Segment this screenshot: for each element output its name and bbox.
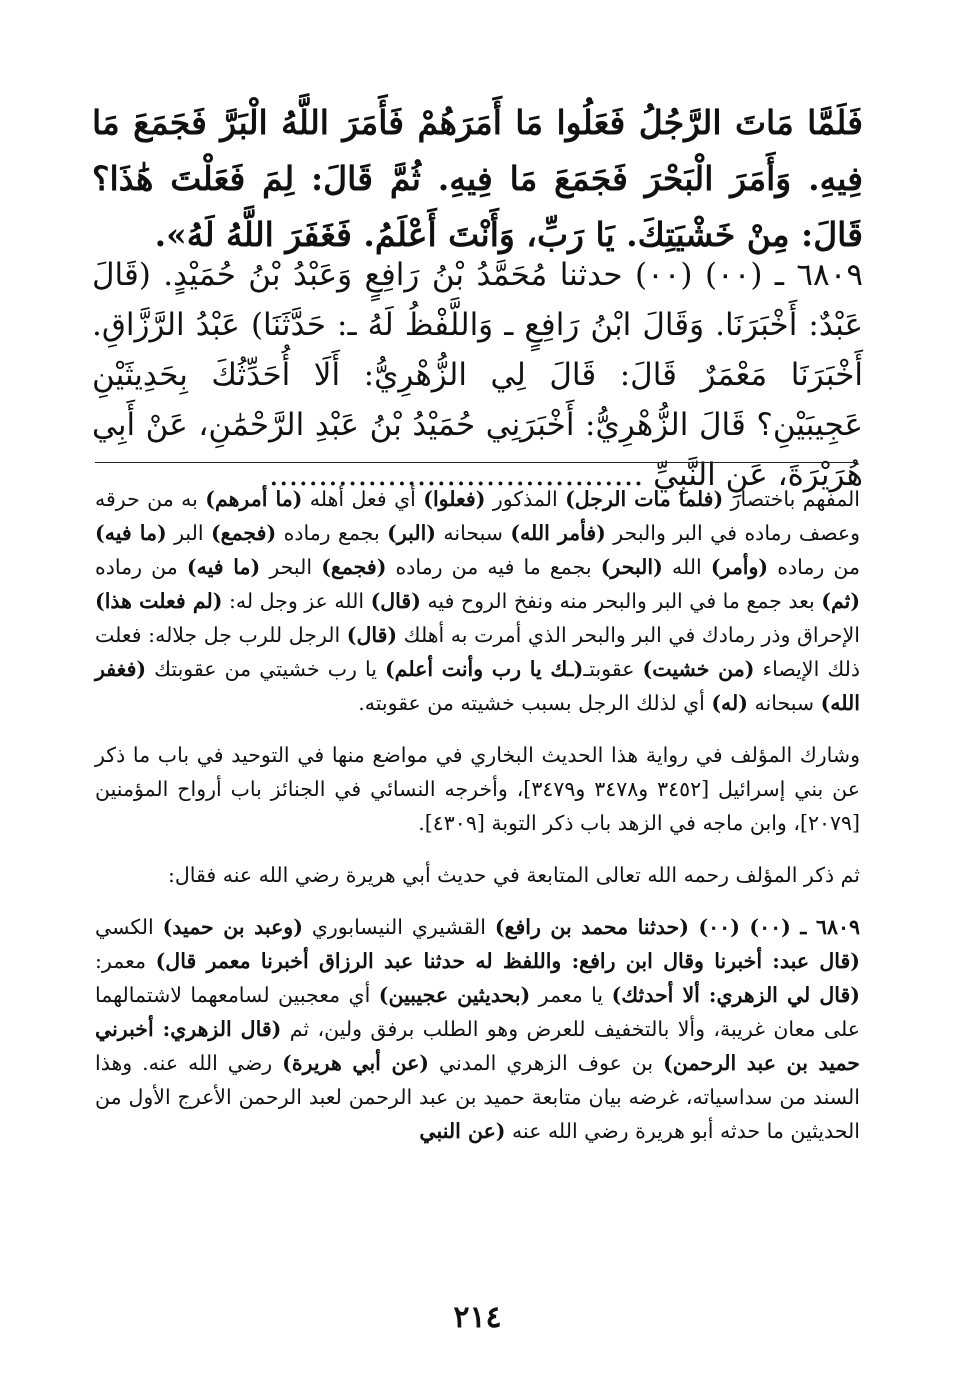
commentary-run: الله عز وجل له: (222, 589, 371, 613)
commentary-run: سبحانه (435, 521, 511, 545)
commentary-run: يا رب خشيتي من عقوبتك (146, 657, 385, 681)
commentary-run: بعد جمع ما في البر والبحر منه ونفخ الروح فيه (420, 589, 822, 613)
bold-matn-run: (فجمع) (321, 555, 387, 579)
commentary-paragraph-transition: ثم ذكر المؤلف رحمه الله تعالى المتابعة في حديث أبي هريرة رضي الله عنه فقال: (167, 863, 860, 887)
footnote-divider (95, 462, 857, 463)
commentary-run: المذكور (485, 487, 566, 511)
bold-matn-run: (ثم) (821, 589, 861, 613)
bold-matn-run: (قال لي الزهري: ألا أحدثك) (611, 983, 860, 1007)
commentary-paragraph-explanation (95, 482, 860, 720)
bold-matn-run: (فجمع) (210, 521, 277, 545)
bold-matn-run: (قال الزهري: أخبرني حميد بن عبد الرحمن) (95, 1017, 860, 1075)
commentary-block (95, 482, 860, 1148)
commentary-run: عقوبتـ (583, 657, 643, 681)
hadith-ending-text: فَلَمَّا مَاتَ الرَّجُلُ فَعَلُوا مَا أَمَرَهُمْ فَأَمَرَ اللَّهُ الْبَرَّ فَجَمَعَ مَا فِيهِ. وَأَمَرَ الْبَحْرَ فَجَمَعَ مَا فِيهِ. ثُمَّ قَالَ: لِمَ فَعَلْتَ هَٰذَا؟ قَالَ: مِنْ خَشْيَتِكَ. يَا رَبِّ، وَأَنْتَ أَعْلَمُ. فَغَفَرَ اللَّهُ لَهُ». (92, 103, 863, 254)
commentary-run: من رماده (95, 555, 187, 579)
commentary-run: الرجل للرب جل جلاله: فعلت ذلك الإيصاء (95, 623, 860, 681)
bold-matn-run: (فأمر الله) (510, 521, 606, 545)
commentary-run: معمر: (95, 949, 156, 973)
bold-matn-run: (فعلوا) (423, 487, 486, 511)
bold-matn-run: (البحر) (600, 555, 663, 579)
commentary-run: بجمع رماده (276, 521, 388, 545)
bold-matn-run: (ـك يا رب وأنت أعلم) (384, 657, 584, 681)
commentary-run: القشيري النيسابوري (302, 915, 495, 939)
continuation-dots: ...................................... (268, 457, 644, 493)
commentary-run: سبحانه (748, 691, 821, 715)
bold-matn-run: (ما فيه) (186, 555, 261, 579)
bold-matn-run: (من خشيت) (642, 657, 755, 681)
commentary-run: أي فعل أهله (302, 487, 424, 511)
hadith-text-ending (92, 95, 863, 263)
commentary-run: به من حرقه وعصف رماده في البر والبحر (95, 487, 860, 545)
commentary-paragraph-isnad (95, 910, 860, 1148)
bold-matn-run: (له) (711, 691, 748, 715)
commentary-run: أي لذلك الرجل بسبب خشيته من عقوبته. (358, 691, 712, 715)
bold-matn-run: (قال) (346, 623, 398, 647)
page-number: ٢١٤ (453, 1300, 502, 1335)
bold-matn-run: (فغفر الله) (95, 657, 860, 715)
commentary-paragraph-references: وشارك المؤلف في رواية هذا الحديث البخاري في مواضع منها في التوحيد في باب ما ذكر عن بني إسرائيل [٣٤٥٢ و٣٤٧٨ و٣٤٧٩]، وأخرجه النسائي في الجنائز باب أرواح المؤمنين [٢٠٧٩]، وابن ماجه في الزهد باب ذكر التوبة [٤٣٠٩]. (95, 743, 860, 835)
commentary-run: يا معمر (530, 983, 612, 1007)
commentary-run: بن عوف الزهري المدني (429, 1051, 664, 1075)
bold-matn-run: (بحديثين عجيبين) (378, 983, 531, 1007)
commentary-run: البحر (260, 555, 322, 579)
bold-matn-run: (عن أبي هريرة) (282, 1051, 429, 1075)
bold-matn-run: (قال) (370, 589, 421, 613)
commentary-run: بجمع ما فيه من رماده (386, 555, 601, 579)
bold-matn-run: (ما أمرهم) (205, 487, 303, 511)
bold-matn-run: (وأمر) (710, 555, 769, 579)
commentary-run: البر (166, 521, 211, 545)
bold-matn-run: (البر) (387, 521, 436, 545)
commentary-run: من رماده (768, 555, 860, 579)
commentary-run: الإحراق وذر رمادك في البر والبحر الذي أمرت به أهلك (397, 623, 860, 647)
bold-matn-run: (لم فعلت هذا) (95, 589, 223, 613)
bold-matn-run: (عن النبي (419, 1119, 506, 1143)
bold-matn-run: (فلما مات الرجل) (565, 487, 724, 511)
commentary-run: الكسي (95, 915, 163, 939)
commentary-run: المفهم باختصار (723, 487, 860, 511)
commentary-run: أي معجبين لسامعهما لاشتمالهما على معان غريبة، وألا بالتخفيف للعرض وهو الطلب برفق ولين، ثم (95, 983, 860, 1041)
bold-matn-run: ٦٨٠٩ ـ (٠٠) (٠٠) (حدثنا محمد بن رافع) (494, 915, 860, 939)
commentary-run: رضي الله عنه. وهذا السند من سداسياته، غرضه بيان متابعة حميد بن عبد الرحمن لعبد الرحمن الأعرج الأول من الحديثين ما حدثه أبو هريرة رضي الله عنه (95, 1051, 860, 1143)
commentary-run: الله (662, 555, 711, 579)
bold-matn-run: (ما فيه) (95, 521, 167, 545)
hadith-6809-body: ٦٨٠٩ ـ (٠٠) (٠٠) حدثنا مُحَمَّدُ بْنُ رَافِعٍ وَعَبْدُ بْنُ حُمَيْدٍ. (قَالَ عَبْدٌ: أَخْبَرَنَا. وَقَالَ ابْنُ رَافِعٍ ـ وَاللَّفْظُ لَهُ ـ: حَدَّثَنَا) عَبْدُ الرَّزَّاقِ. أَخْبَرَنَا مَعْمَرٌ قَالَ: قَالَ لِي الزُّهْرِيُّ: أَلَا أُحَدِّثُكَ بِحَدِيثَيْنِ عَجِيبَيْنِ؟ قَالَ الزُّهْرِيُّ: أَخْبَرَنِي حُمَيْدُ بْنُ عَبْدِ الرَّحْمَٰنِ، عَنْ أَبِي هُرَيْرَةَ، عَنِ النَّبِيِّ (92, 257, 864, 493)
bold-matn-run: (وعبد بن حميد) (162, 915, 303, 939)
bold-matn-run: (قال عبد: أخبرنا وقال ابن رافع: واللفظ له حدثنا عبد الرزاق أخبرنا معمر قال) (155, 949, 860, 973)
